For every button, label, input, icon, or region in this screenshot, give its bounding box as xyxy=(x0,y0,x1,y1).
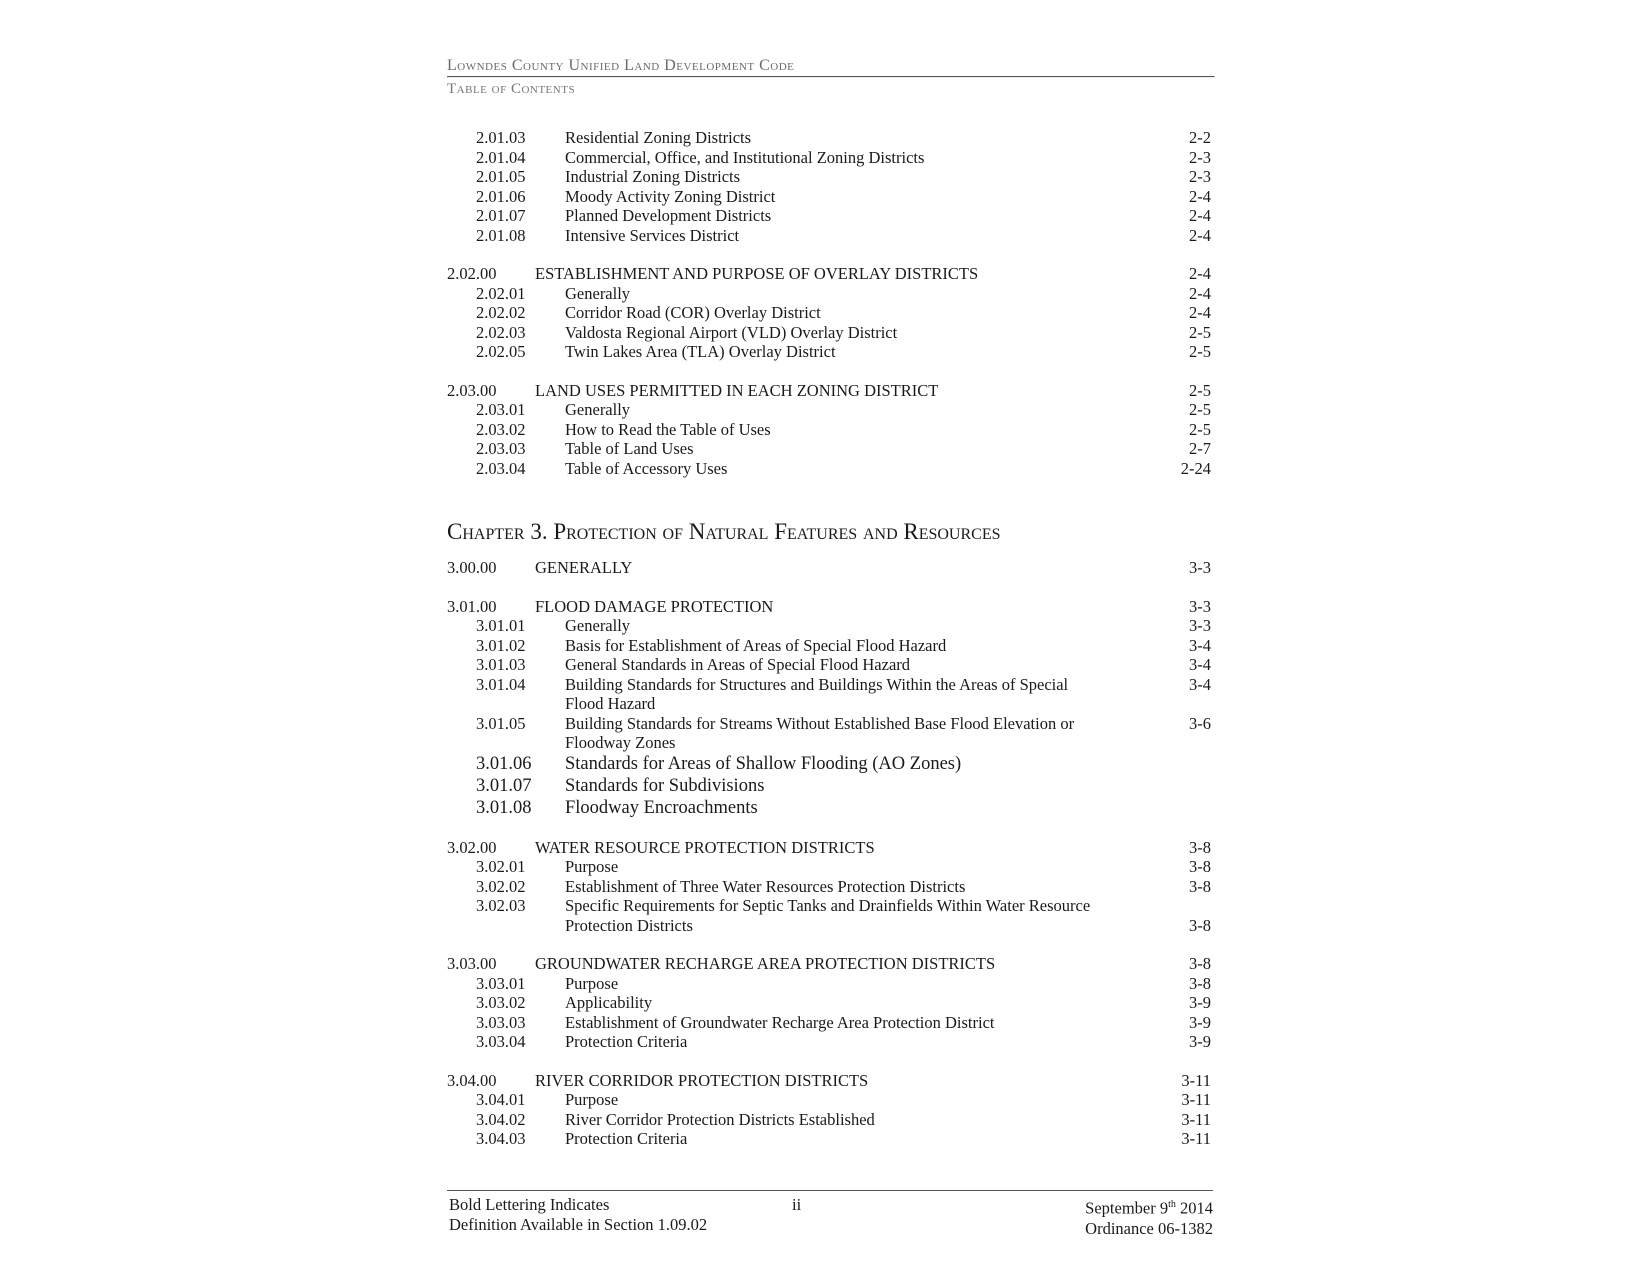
toc-entry xyxy=(447,616,1213,636)
toc-entry-number: 2.01.08 xyxy=(476,225,526,245)
toc-entry-title: Intensive Services District xyxy=(565,225,740,245)
toc-entry-page: 3-11 xyxy=(1181,1070,1211,1090)
toc-entry-number: 3.02.00 xyxy=(447,837,497,857)
document-header-title: Lowndes County Unified Land Development Code xyxy=(447,57,795,74)
toc-entry-page: 3-8 xyxy=(1189,876,1211,896)
toc-entry-page: 3-4 xyxy=(1189,635,1211,655)
toc-entry-number: 3.01.05 xyxy=(476,713,526,733)
toc-entry xyxy=(447,993,1213,1013)
toc-entry-page: 2-4 xyxy=(1189,264,1211,283)
toc-entry-page: 3-8 xyxy=(1189,973,1211,993)
toc-entry xyxy=(447,877,1213,897)
toc-section-heading xyxy=(447,954,1213,974)
toc-entry-number: 3.04.03 xyxy=(476,1129,526,1148)
toc-entry-page: 3-9 xyxy=(1189,1032,1211,1051)
footer-ordinance: Ordinance 06-1382 xyxy=(1085,1218,1213,1238)
toc-entry xyxy=(447,187,1213,207)
toc-entry-page: 2-3 xyxy=(1189,147,1211,167)
toc-entry-number: 3.01.01 xyxy=(476,616,526,635)
toc-entry-title: Basis for Establishment of Areas of Special Flood Hazard xyxy=(565,635,947,655)
toc-entry-page: 3-6 xyxy=(1189,713,1211,733)
toc-entry xyxy=(447,896,1213,935)
toc-entry xyxy=(447,714,1213,753)
toc-entry-title: LAND USES PERMITTED IN EACH ZONING DISTRICT xyxy=(535,380,939,400)
toc-entry-title: Purpose xyxy=(565,973,619,993)
toc-entry-number: 2.02.01 xyxy=(476,283,526,303)
toc-entry-page: 2-4 xyxy=(1189,186,1211,206)
toc-entry-page: 3-8 xyxy=(1189,857,1211,876)
toc-entry-page: 2-5 xyxy=(1189,419,1211,439)
toc-entry xyxy=(447,206,1213,226)
toc-entry-title: General Standards in Areas of Special Flood Hazard xyxy=(565,655,911,674)
toc-entry-number: 2.01.04 xyxy=(476,147,526,167)
toc-entry-number: 3.02.01 xyxy=(476,857,526,876)
toc-entry xyxy=(447,148,1213,168)
toc-entry-number: 2.03.00 xyxy=(447,380,497,400)
toc-entry-number: 2.03.03 xyxy=(476,439,526,458)
toc-entry-title: ESTABLISHMENT AND PURPOSE OF OVERLAY DISTRICTS xyxy=(535,264,979,283)
toc-entry-title: Specific Requirements for Septic Tanks and Drainfields Within Water Resource Protection Districts xyxy=(565,896,1091,935)
toc-entry-page: 2-3 xyxy=(1189,167,1211,186)
toc-entry xyxy=(447,1110,1213,1130)
toc-entry xyxy=(447,636,1213,656)
toc-entry xyxy=(447,284,1213,304)
toc-entry-number: 3.01.02 xyxy=(476,635,526,655)
toc-entry-title: Establishment of Three Water Resources Protection Districts xyxy=(565,876,966,896)
toc-entry xyxy=(447,1129,1213,1149)
toc-entry-number: 3.03.03 xyxy=(476,1012,526,1032)
toc-section xyxy=(447,1071,1213,1149)
toc-chapter-3-part xyxy=(447,558,1213,1149)
toc-entry-title: Floodway Encroachments xyxy=(565,797,758,818)
toc-section-heading xyxy=(447,558,1213,578)
toc-entry-title: Generally xyxy=(565,283,631,303)
toc-chapter-2-part xyxy=(447,128,1213,478)
toc-entry-number: 3.02.02 xyxy=(476,876,526,896)
toc-entry-number: 2.02.00 xyxy=(447,264,497,283)
toc-entry-page: 3-11 xyxy=(1181,1090,1211,1109)
toc-entry-number: 2.01.06 xyxy=(476,186,526,206)
toc-entry-number: 2.02.02 xyxy=(476,303,526,322)
toc-section xyxy=(447,597,1213,819)
document-page xyxy=(447,56,1213,1148)
toc-entry-number: 3.03.00 xyxy=(447,954,497,973)
toc-entry-page: 2-5 xyxy=(1189,380,1211,400)
toc-entry-title: GENERALLY xyxy=(535,558,633,577)
toc-section xyxy=(447,954,1213,1052)
toc-entry-title: Standards for Subdivisions xyxy=(565,775,765,796)
toc-entry-title: Residential Zoning Districts xyxy=(565,128,752,147)
toc-entry xyxy=(447,974,1213,994)
toc-entry-page: 3-9 xyxy=(1189,993,1211,1012)
toc-entry-page: 3-9 xyxy=(1189,1012,1211,1032)
toc-entry-title: Building Standards for Streams Without Established Base Flood Elevation or Floodway Zones xyxy=(565,713,1075,752)
toc-entry xyxy=(447,1013,1213,1033)
toc-entry-title: Protection Criteria xyxy=(565,1032,688,1051)
toc-section-heading xyxy=(447,597,1213,617)
toc-entry-page: 2-5 xyxy=(1189,400,1211,419)
toc-entry-number: 3.01.07 xyxy=(476,775,532,796)
toc-entry-number: 2.02.05 xyxy=(476,342,526,361)
toc-section-heading xyxy=(447,1071,1213,1091)
toc-entry-number: 3.04.01 xyxy=(476,1090,526,1109)
table-of-contents xyxy=(447,128,1213,1168)
toc-section xyxy=(447,838,1213,936)
toc-entry xyxy=(447,753,1213,775)
toc-entry xyxy=(447,342,1213,362)
footer-note xyxy=(449,1195,707,1235)
toc-entry-number: 3.03.02 xyxy=(476,993,526,1012)
footer-note-line1: Bold Lettering Indicates xyxy=(449,1195,610,1214)
toc-entry xyxy=(447,775,1213,797)
toc-entry xyxy=(447,128,1213,148)
toc-entry-title: Generally xyxy=(565,616,631,635)
toc-entry-title: River Corridor Protection Districts Established xyxy=(565,1109,875,1129)
toc-entry-title: Industrial Zoning Districts xyxy=(565,167,741,186)
toc-entry-number: 2.01.03 xyxy=(476,128,526,147)
toc-entry-number: 2.03.01 xyxy=(476,400,526,419)
toc-entry-page: 2-2 xyxy=(1189,128,1211,147)
toc-section-heading xyxy=(447,381,1213,401)
toc-entry-page: 3-3 xyxy=(1189,558,1211,577)
toc-entry-title: Planned Development Districts xyxy=(565,206,772,225)
toc-section xyxy=(447,381,1213,479)
toc-entry-number: 3.01.04 xyxy=(476,674,526,694)
toc-entry-number: 2.03.02 xyxy=(476,419,526,439)
toc-entry-page: 2-5 xyxy=(1189,322,1211,342)
document-header-subtitle: Table of Contents xyxy=(447,81,576,97)
toc-entry-number: 3.04.02 xyxy=(476,1109,526,1129)
toc-entry-title: Purpose xyxy=(565,857,619,876)
toc-entry-number: 2.01.05 xyxy=(476,167,526,186)
toc-entry-title: Table of Accessory Uses xyxy=(565,458,728,478)
toc-entry-number: 3.00.00 xyxy=(447,558,497,577)
toc-section xyxy=(447,264,1213,362)
toc-entry-title: Building Standards for Structures and Buildings Within the Areas of Special Flood Hazard xyxy=(565,674,1069,713)
toc-entry-page: 3-8 xyxy=(1189,954,1211,973)
toc-entry xyxy=(447,655,1213,675)
toc-entry-number: 3.01.03 xyxy=(476,655,526,674)
toc-section-heading xyxy=(447,264,1213,284)
toc-entry-title: Standards for Areas of Shallow Flooding (AO Zones) xyxy=(565,753,962,774)
footer-note-line2: Definition Available in Section 1.09.02 xyxy=(449,1215,708,1234)
toc-entry-title: Valdosta Regional Airport (VLD) Overlay District xyxy=(565,322,898,342)
toc-entry xyxy=(447,226,1213,246)
toc-entry-page: 2-4 xyxy=(1189,225,1211,245)
toc-entry-page: 3-11 xyxy=(1181,1129,1211,1148)
toc-section xyxy=(447,558,1213,578)
toc-entry-page: 3-3 xyxy=(1189,616,1211,635)
toc-section xyxy=(447,128,1213,245)
chapter-title: Chapter 3. Protection of Natural Features and Resources xyxy=(447,519,1001,544)
toc-entry-page: 2-7 xyxy=(1189,439,1211,458)
footer-page-number: ii xyxy=(792,1195,802,1214)
toc-entry xyxy=(447,459,1213,479)
toc-entry-page: 3-3 xyxy=(1189,596,1211,616)
toc-entry xyxy=(447,1032,1213,1052)
toc-entry-number: 3.04.00 xyxy=(447,1070,497,1090)
toc-entry xyxy=(447,1090,1213,1110)
toc-entry xyxy=(447,323,1213,343)
footer-date: September 9th 2014 xyxy=(1085,1198,1213,1218)
toc-entry xyxy=(447,675,1213,714)
toc-entry xyxy=(447,797,1213,819)
toc-entry-title: Protection Criteria xyxy=(565,1129,688,1148)
toc-entry-page: 2-4 xyxy=(1189,303,1211,322)
toc-entry-title: FLOOD DAMAGE PROTECTION xyxy=(535,596,774,616)
footer-revision xyxy=(1085,1195,1213,1239)
toc-entry-page: 2-4 xyxy=(1189,283,1211,303)
toc-entry-page: 2-5 xyxy=(1189,342,1211,361)
toc-entry xyxy=(447,167,1213,187)
toc-entry-title: Applicability xyxy=(565,993,653,1012)
toc-entry-title: GROUNDWATER RECHARGE AREA PROTECTION DISTRICTS xyxy=(535,954,996,973)
toc-entry-title: Generally xyxy=(565,400,631,419)
toc-entry-page: 2-24 xyxy=(1180,458,1211,478)
toc-entry-title: Commercial, Office, and Institutional Zoning Districts xyxy=(565,147,925,167)
toc-entry-title: WATER RESOURCE PROTECTION DISTRICTS xyxy=(535,837,875,857)
toc-entry-number: 3.02.03 xyxy=(476,896,526,915)
toc-entry-number: 3.01.08 xyxy=(476,797,532,818)
page-footer xyxy=(447,1190,1213,1238)
toc-entry-number: 2.01.07 xyxy=(476,206,526,225)
toc-section-heading xyxy=(447,838,1213,858)
toc-entry xyxy=(447,400,1213,420)
toc-entry-number: 2.02.03 xyxy=(476,322,526,342)
toc-entry xyxy=(447,303,1213,323)
toc-entry-title: How to Read the Table of Uses xyxy=(565,419,771,439)
toc-entry-page: 3-8 xyxy=(1189,915,1211,935)
toc-entry-number: 3.03.04 xyxy=(476,1032,526,1051)
toc-entry-page: 3-4 xyxy=(1189,674,1211,694)
toc-entry-number: 3.03.01 xyxy=(476,973,526,993)
toc-entry-page: 3-4 xyxy=(1189,655,1211,674)
toc-entry-page: 3-8 xyxy=(1189,837,1211,857)
toc-entry-number: 3.01.00 xyxy=(447,596,497,616)
toc-entry-title: Table of Land Uses xyxy=(565,439,694,458)
toc-entry-title: Corridor Road (COR) Overlay District xyxy=(565,303,821,322)
toc-entry xyxy=(447,439,1213,459)
toc-entry-number: 3.01.06 xyxy=(476,753,532,774)
toc-entry xyxy=(447,420,1213,440)
toc-entry-page: 3-11 xyxy=(1181,1109,1211,1129)
toc-entry-title: Twin Lakes Area (TLA) Overlay District xyxy=(565,342,836,361)
toc-entry-number: 2.03.04 xyxy=(476,458,526,478)
toc-entry xyxy=(447,857,1213,877)
toc-entry-title: Moody Activity Zoning District xyxy=(565,186,776,206)
toc-entry-page: 2-4 xyxy=(1189,206,1211,225)
toc-entry-title: RIVER CORRIDOR PROTECTION DISTRICTS xyxy=(535,1070,869,1090)
toc-entry-title: Establishment of Groundwater Recharge Area Protection District xyxy=(565,1012,995,1032)
toc-entry-title: Purpose xyxy=(565,1090,619,1109)
